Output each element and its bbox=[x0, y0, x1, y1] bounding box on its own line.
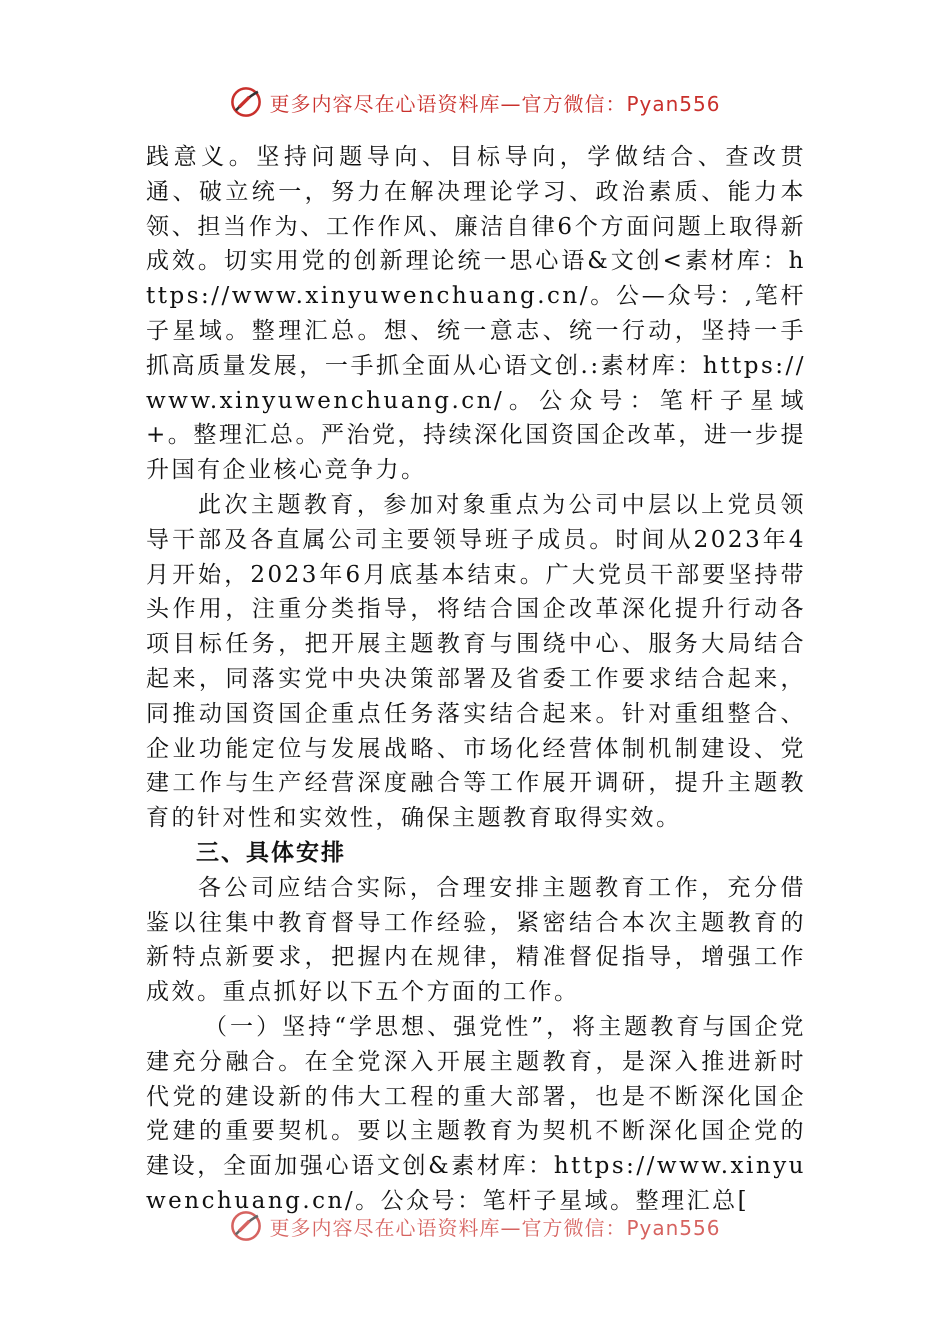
header-banner-text: 更多内容尽在心语资料库—官方微信：Pyan556 bbox=[269, 91, 721, 116]
header-watermark-banner bbox=[0, 82, 950, 122]
paragraph-item-one: （一）坚持“学思想、强党性”，将主题教育与国企党建充分融合。在全党深入开展主题教育，是深入推进新时代党的建设新的伟大工程的重大部署，也是不断深化国企党建的重要契机。要以主题教育为契机不断深化国企党的建设，全面加强心语文创&素材库：https://www.xinyuwenchuang.cn/。公众号：笔杆子星域。整理汇总[ bbox=[146, 1013, 806, 1214]
section-heading-specific-arrangements: 三、具体安排 bbox=[196, 839, 346, 866]
paragraph-arrangements-intro: 各公司应结合实际，合理安排主题教育工作，充分借鉴以往集中教育督导工作经验，紧密结合本次主题教育的新特点新要求，把握内在规律，精准督促指导，增强工作成效。重点抓好以下五个方面的工作。 bbox=[146, 874, 806, 1006]
brand-logo-icon bbox=[229, 85, 263, 119]
document-body bbox=[146, 140, 806, 1219]
paragraph-continued: 践意义。坚持问题导向、目标导向，学做结合、查改贯通、破立统一，努力在解决理论学习、政治素质、能力本领、担当作为、工作作风、廉洁自律6个方面问题上取得新成效。切实用党的创新理论统一思心语&文创<素材库：https://www.xinyuwenchuang.cn/。公—众号：,笔杆子星域。整理汇总。想、统一意志、统一行动，坚持一手抓高质量发展，一手抓全面从心语文创.:素材库：https://www.xinyuwenchuang.cn/。公众号：笔杆子星域+。整理汇总。严治党，持续深化国资国企改革，进一步提升国有企业核心竞争力。 bbox=[146, 144, 806, 484]
footer-watermark-banner bbox=[0, 1206, 950, 1246]
brand-logo-icon bbox=[229, 1209, 263, 1243]
footer-banner-text: 更多内容尽在心语资料库—官方微信：Pyan556 bbox=[269, 1215, 721, 1240]
paragraph-participants: 此次主题教育，参加对象重点为公司中层以上党员领导干部及各直属公司主要领导班子成员。时间从2023年4月开始，2023年6月底基本结束。广大党员干部要坚持带头作用，注重分类指导，将结合国企改革深化提升行动各项目标任务，把开展主题教育与围绕中心、服务大局结合起来，同落实党中央决策部署及省委工作要求结合起来，同推动国资国企重点任务落实结合起来。针对重组整合、企业功能定位与发展战略、市场化经营体制机制建设、党建工作与生产经营深度融合等工作展开调研，提升主题教育的针对性和实效性，确保主题教育取得实效。 bbox=[146, 491, 806, 832]
